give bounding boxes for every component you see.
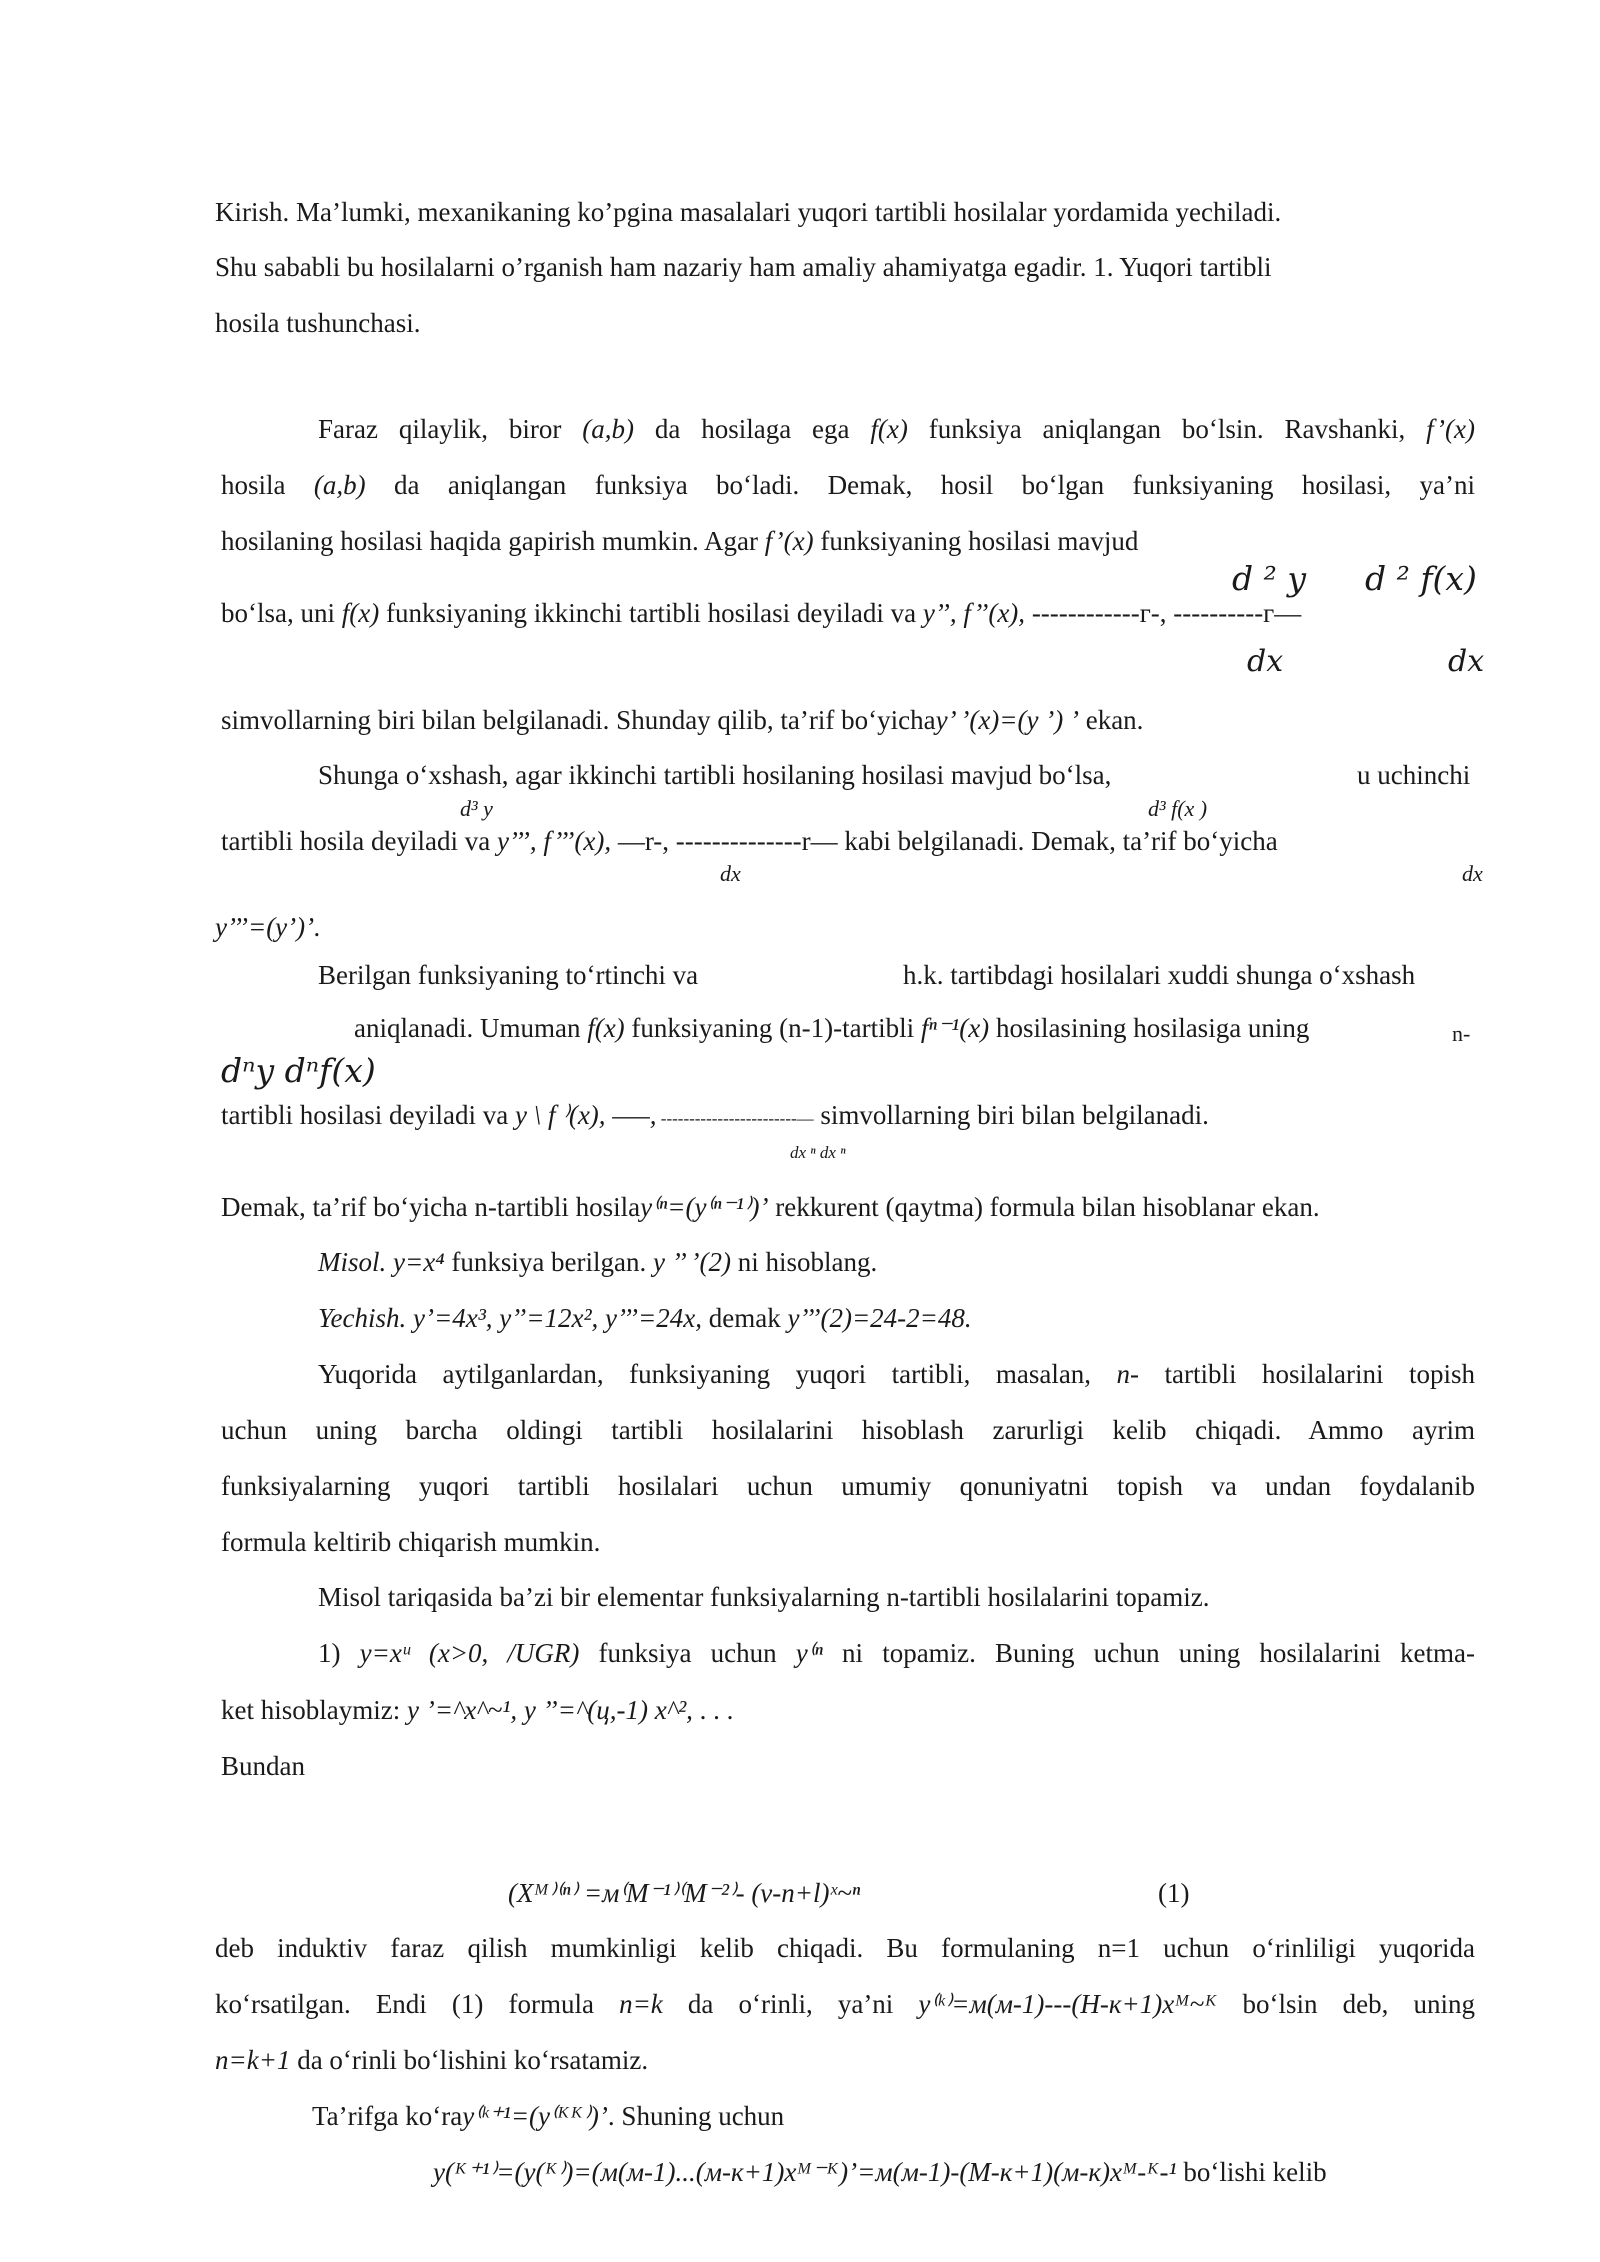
para3-line-3: tartibli hosilasi deyiladi va y \ f ⁾(x), —–, ------------------------— simvollarning biri bilan belgilanadi.	[221, 1100, 1209, 1130]
para1-line-5: simvollarning biri bilan belgilanadi. Shunday qilib, ta’rif bo‘yichay’ ’(x)=(y ’) ’ ekan.	[221, 705, 1144, 735]
para3-line-4: Demak, ta’rif bo‘yicha n-tartibli hosilay⁽ⁿ=(y⁽ⁿ⁻¹⁾)’ rekkurent (qaytma) formula bilan hisoblanar ekan.	[221, 1192, 1320, 1222]
para8-line-1: Ta’rifga ko‘ray⁽ᵏ⁺¹=(y⁽ᴷᴷ⁾)’. Shuning uchun	[312, 2101, 785, 2131]
para6-line-2: ket hisoblaymiz: y ’=^x^~¹, y ’’=^(ц,-1) x^², . . .	[221, 1695, 734, 1725]
intro-line-1: Kirish. Ma’lumki, mexanikaning ko’pgina masalalari yuqori tartibli hosilalar yordamida yechiladi.	[215, 197, 1282, 227]
para2-line-2: tartibli hosila deyiladi va y’’’, f’’’(x), —r-, --------------r— kabi belgilanadi. Demak, ta’rif bo‘yicha	[221, 826, 1278, 856]
para3-line-1a: Berilgan funksiyaning to‘rtinchi va	[318, 960, 699, 990]
nth-derivative-formula: dⁿy dⁿf(x)	[221, 1051, 376, 1090]
example-line: Misol. y=x⁴ funksiya berilgan. y ’’ ’(2) ni hisoblang.	[318, 1247, 878, 1277]
para2-line-3: y’’’=(y’)’.	[215, 912, 321, 942]
para3-line-2: aniqlanadi. Umuman f(x) funksiyaning (n-1)-tartibli fⁿ⁻¹(x) hosilasining hosilasiga uning	[354, 1013, 1310, 1043]
para1-line-4: bo‘lsa, uni f(x) funksiyaning ikkinchi tartibli hosilasi deyiladi va y’’, f’’(x), ------------г-, ----------г—	[221, 598, 1302, 628]
frac1-numerator: d ² y	[1232, 559, 1306, 598]
frac3-numerator: d³ y	[460, 796, 493, 821]
frac2-numerator: d ² f(x)	[1365, 559, 1477, 598]
para7-line-3: n=k+1 da o‘rinli bo‘lishini ko‘rsatamiz.	[215, 2045, 649, 2075]
para2-line-1a: Shunga o‘xshash, agar ikkinchi tartibli hosilaning hosilasi mavjud bo‘lsa,	[318, 760, 1112, 790]
para3-line-2-tail: n-	[1452, 1021, 1471, 1046]
para5-line: Misol tariqasida ba’zi bir elementar funksiyalarning n-tartibli hosilalarini topamiz.	[318, 1582, 1210, 1612]
para7-line-1: deb induktiv faraz qilish mumkinligi kelib chiqadi. Bu formulaning n=1 uchun o‘rinliligi yuqorida	[215, 1933, 1475, 1963]
para4-line-2: uchun uning barcha oldingi tartibli hosilalarini hisoblash zarurligi kelib chiqadi. Ammo ayrim	[221, 1415, 1475, 1445]
nth-derivative-denominators: dx ⁿ dx ⁿ	[790, 1143, 846, 1162]
para1-line-2: hosila (a,b) da aniqlangan funksiya bo‘ladi. Demak, hosil bo‘lgan funksiyaning hosilasi, ya’ni	[221, 470, 1475, 500]
para6-line-1: 1) y=xᵘ (x>0, /UGR) funksiya uchun y⁽ⁿ ni topamiz. Buning uchun uning hosilalarini ketma-	[318, 1638, 1476, 1668]
solution-line: Yechish. y’=4x³, y’’=12x², y’’’=24x, demak y’’’(2)=24-2=48.	[318, 1303, 972, 1333]
para1-line-3: hosilaning hosilasi haqida gapirish mumkin. Agar f’(x) funksiyaning hosilasi mavjud	[221, 526, 1139, 556]
para8-formula-line: y(ᴷ⁺¹⁾=(y(ᴷ⁾)=(м(м-1)...(м-к+1)xᴹ⁻ᴷ)’=м(м-1)-(M-к+1)(м-к)xᴹ-ᴷ-¹ bo‘lishi kelib	[433, 2157, 1327, 2187]
intro-line-3: hosila tushunchasi.	[215, 308, 421, 338]
para4-line-3: funksiyalarning yuqori tartibli hosilalari uchun umumiy qonuniyatni topish va undan foydalanib	[221, 1471, 1475, 1501]
para2-line-1b: u uchinchi	[1357, 760, 1471, 790]
intro-line-2: Shu sababli bu hosilalarni o’rganish ham nazariy ham amaliy ahamiyatga egadir. 1. Yuqori tartibli	[215, 252, 1272, 282]
para4-line-4: formula keltirib chiqarish mumkin.	[221, 1527, 601, 1557]
para1-line-1: Faraz qilaylik, biror (a,b) da hosilaga ega f(x) funksiya aniqlangan bo‘lsin. Ravshanki, f’(x)	[318, 414, 1475, 444]
para4-line-1: Yuqorida aytilganlardan, funksiyaning yuqori tartibli, masalan, n- tartibli hosilalarini topish	[318, 1359, 1475, 1389]
frac2-denominator: dx	[1448, 644, 1485, 679]
frac4-denominator: dx	[1462, 861, 1483, 886]
frac3-denominator: dx	[720, 861, 741, 886]
frac4-numerator: d³ f(x )	[1148, 796, 1208, 821]
equation-1: (Xᴹ⁾⁽ⁿ⁾ =м⁽M⁻¹⁾⁽M⁻²⁾- (v-n+l)ˣ~ⁿ	[508, 1878, 861, 1908]
equation-1-number: (1)	[1158, 1878, 1190, 1908]
para3-line-1b: h.k. tartibdagi hosilalari xuddi shunga o‘xshash	[903, 960, 1416, 990]
para7-line-2: ko‘rsatilgan. Endi (1) formula n=k da o‘rinli, ya’ni y⁽ᵏ⁾=м(м-1)---(Н-к+1)xᴹ~ᴷ bo‘lsin deb, uning	[215, 1989, 1475, 2019]
frac1-denominator: dx	[1247, 644, 1284, 679]
para6-line-3: Bundan	[221, 1751, 305, 1781]
